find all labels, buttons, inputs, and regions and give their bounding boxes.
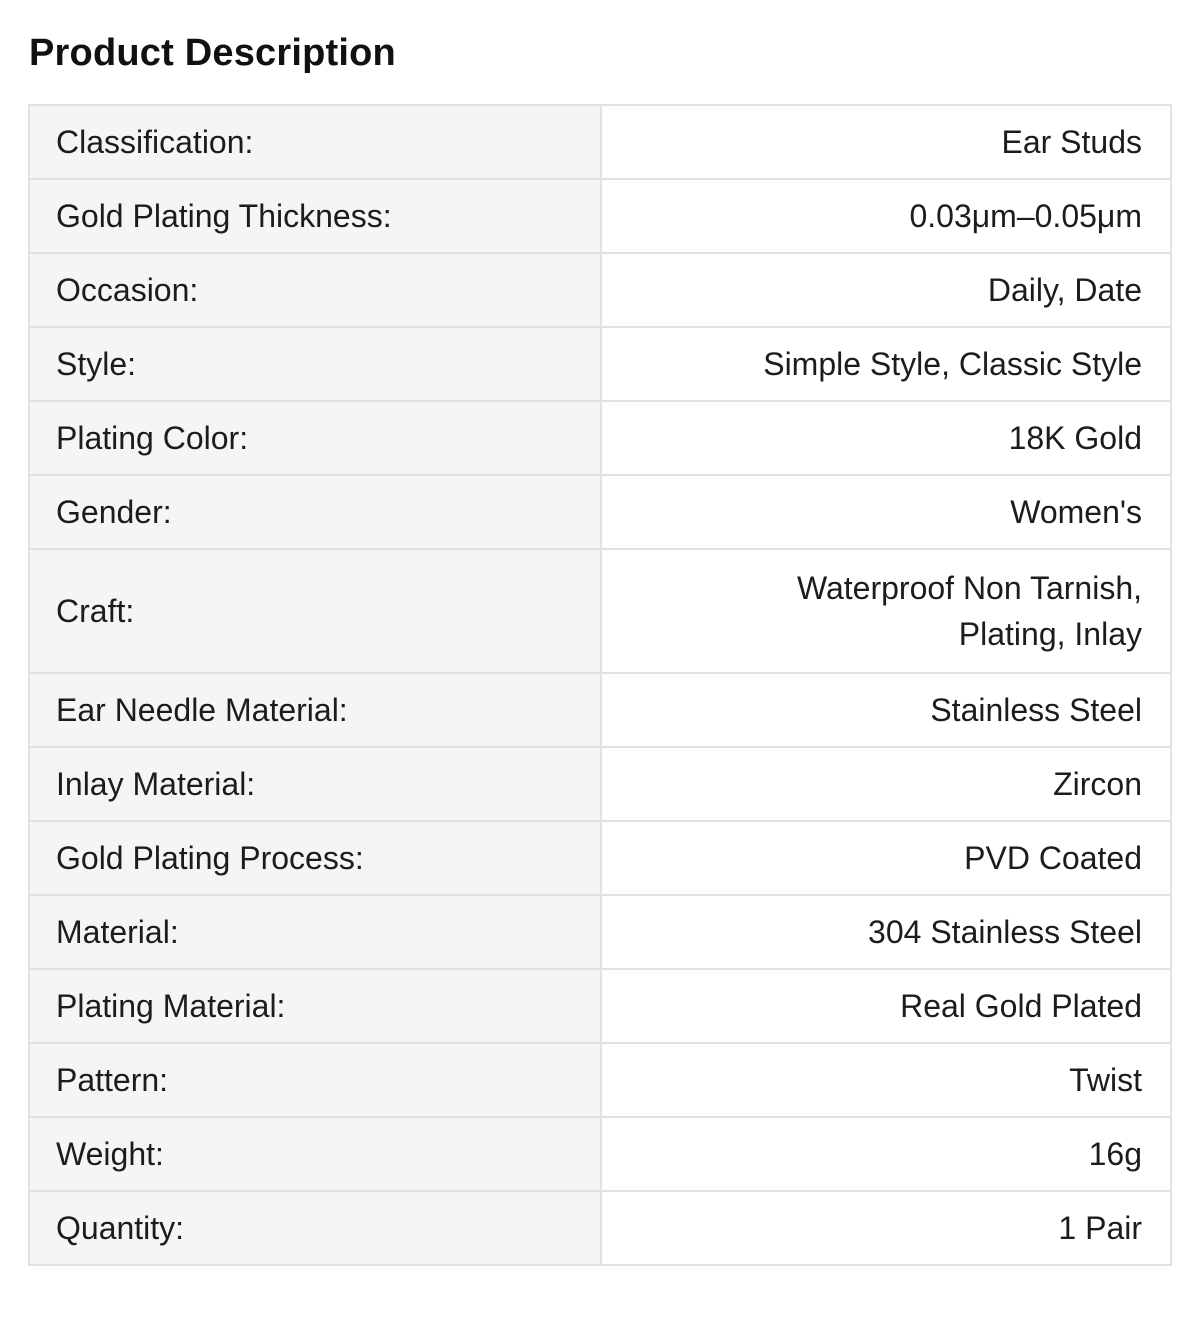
spec-value-classification: Ear Studs: [601, 105, 1171, 179]
spec-value-material: 304 Stainless Steel: [601, 895, 1171, 969]
spec-label-occasion: Occasion:: [29, 253, 601, 327]
table-row: [29, 1117, 1171, 1191]
spec-label-craft: Craft:: [29, 549, 601, 673]
table-row: [29, 1191, 1171, 1265]
spec-label-style: Style:: [29, 327, 601, 401]
spec-label-plating-color: Plating Color:: [29, 401, 601, 475]
table-row: [29, 327, 1171, 401]
spec-value-inlay-material: Zircon: [601, 747, 1171, 821]
spec-label-classification: Classification:: [29, 105, 601, 179]
table-row: [29, 673, 1171, 747]
spec-label-gender: Gender:: [29, 475, 601, 549]
spec-value-pattern: Twist: [601, 1043, 1171, 1117]
spec-label-material: Material:: [29, 895, 601, 969]
table-row: [29, 1043, 1171, 1117]
spec-value-plating-material: Real Gold Plated: [601, 969, 1171, 1043]
spec-value-craft: Waterproof Non Tarnish, Plating, Inlay: [601, 549, 1171, 673]
spec-value-gender: Women's: [601, 475, 1171, 549]
spec-value-weight: 16g: [601, 1117, 1171, 1191]
spec-label-inlay-material: Inlay Material:: [29, 747, 601, 821]
spec-value-occasion: Daily, Date: [601, 253, 1171, 327]
spec-table: [28, 104, 1172, 1266]
spec-value-gold-plating-process: PVD Coated: [601, 821, 1171, 895]
spec-value-plating-color: 18K Gold: [601, 401, 1171, 475]
page-title: Product Description: [29, 32, 396, 74]
spec-value-ear-needle-material: Stainless Steel: [601, 673, 1171, 747]
spec-label-weight: Weight:: [29, 1117, 601, 1191]
table-row: [29, 253, 1171, 327]
table-row: [29, 821, 1171, 895]
spec-value-gold-plating-thickness: 0.03μm–0.05μm: [601, 179, 1171, 253]
table-row: [29, 969, 1171, 1043]
spec-value-quantity: 1 Pair: [601, 1191, 1171, 1265]
spec-label-pattern: Pattern:: [29, 1043, 601, 1117]
table-row: [29, 895, 1171, 969]
spec-value-style: Simple Style, Classic Style: [601, 327, 1171, 401]
table-row: [29, 179, 1171, 253]
spec-label-plating-material: Plating Material:: [29, 969, 601, 1043]
table-row: [29, 549, 1171, 673]
table-row: [29, 401, 1171, 475]
table-row: [29, 105, 1171, 179]
table-row: [29, 747, 1171, 821]
spec-label-ear-needle-material: Ear Needle Material:: [29, 673, 601, 747]
spec-label-quantity: Quantity:: [29, 1191, 601, 1265]
table-row: [29, 475, 1171, 549]
spec-label-gold-plating-process: Gold Plating Process:: [29, 821, 601, 895]
spec-label-gold-plating-thickness: Gold Plating Thickness:: [29, 179, 601, 253]
